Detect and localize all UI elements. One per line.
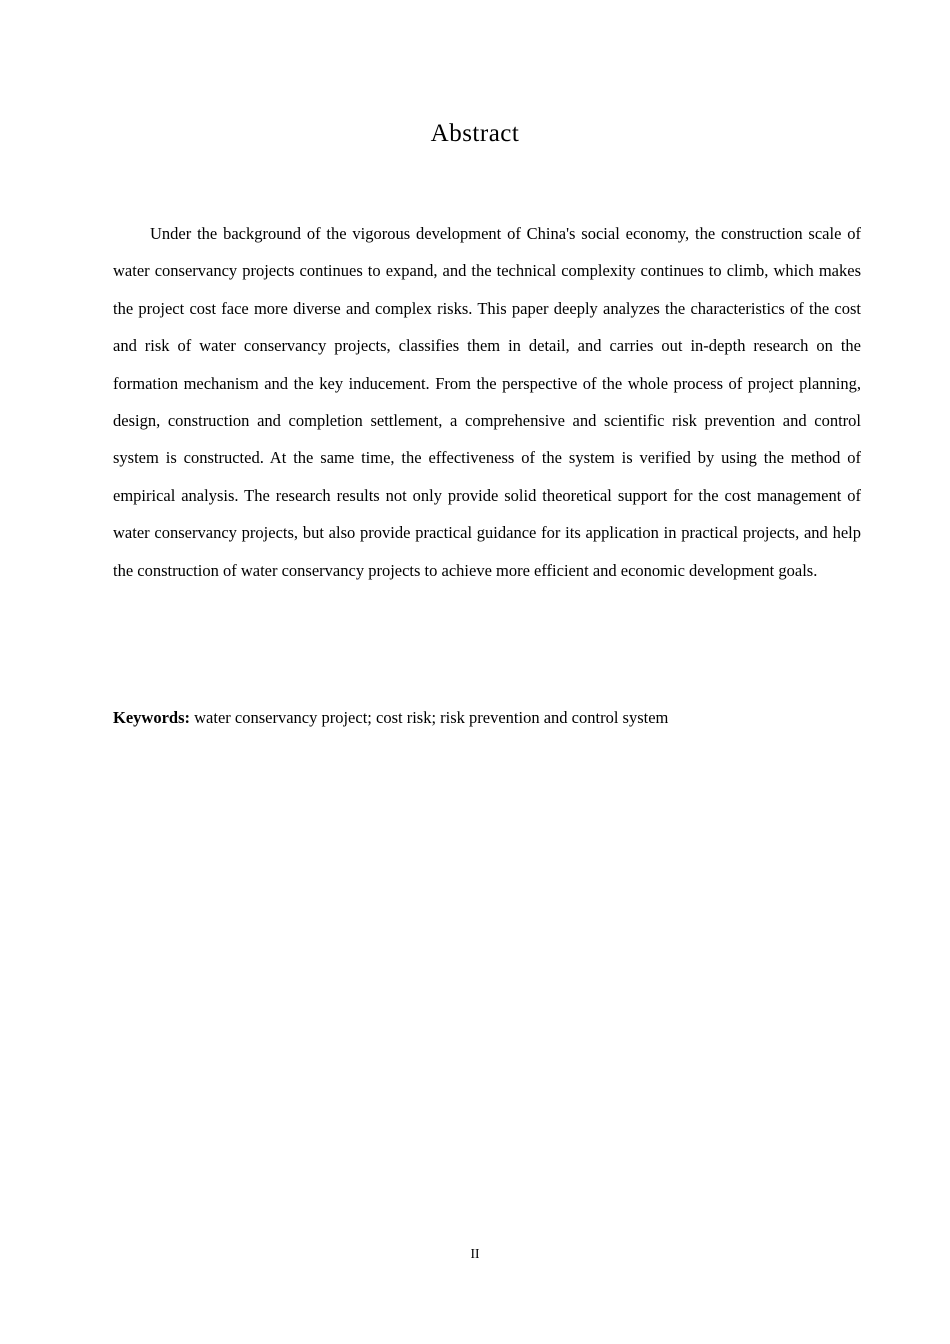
page-title: Abstract — [430, 120, 520, 147]
abstract-paragraph — [113, 215, 861, 589]
keywords-label: Keywords: — [113, 708, 190, 727]
keywords-text: water conservancy project; cost risk; risk prevention and control system — [190, 708, 669, 727]
keywords-line — [113, 703, 861, 733]
page-number: II — [470, 1246, 480, 1261]
abstract-paragraph-text: Under the background of the vigorous development of China's social economy, the construction scale of water conservancy projects continues to expand, and the technical complexity continues to climb, which makes the project cost face more diverse and complex risks. This paper deeply analyzes the characteristics of the cost and risk of water conservancy projects, classifies them in detail, and carries out in-depth research on the formation mechanism and the key inducement. From the perspective of the whole process of project planning, design, construction and completion settlement, a comprehensive and scientific risk prevention and control system is constructed. At the same time, the effectiveness of the system is verified by using the method of empirical analysis. The research results not only provide solid theoretical support for the cost management of water conservancy projects, but also provide practical guidance for its application in practical projects, and help the construction of water conservancy projects to achieve more efficient and economic development goals. — [113, 224, 861, 580]
